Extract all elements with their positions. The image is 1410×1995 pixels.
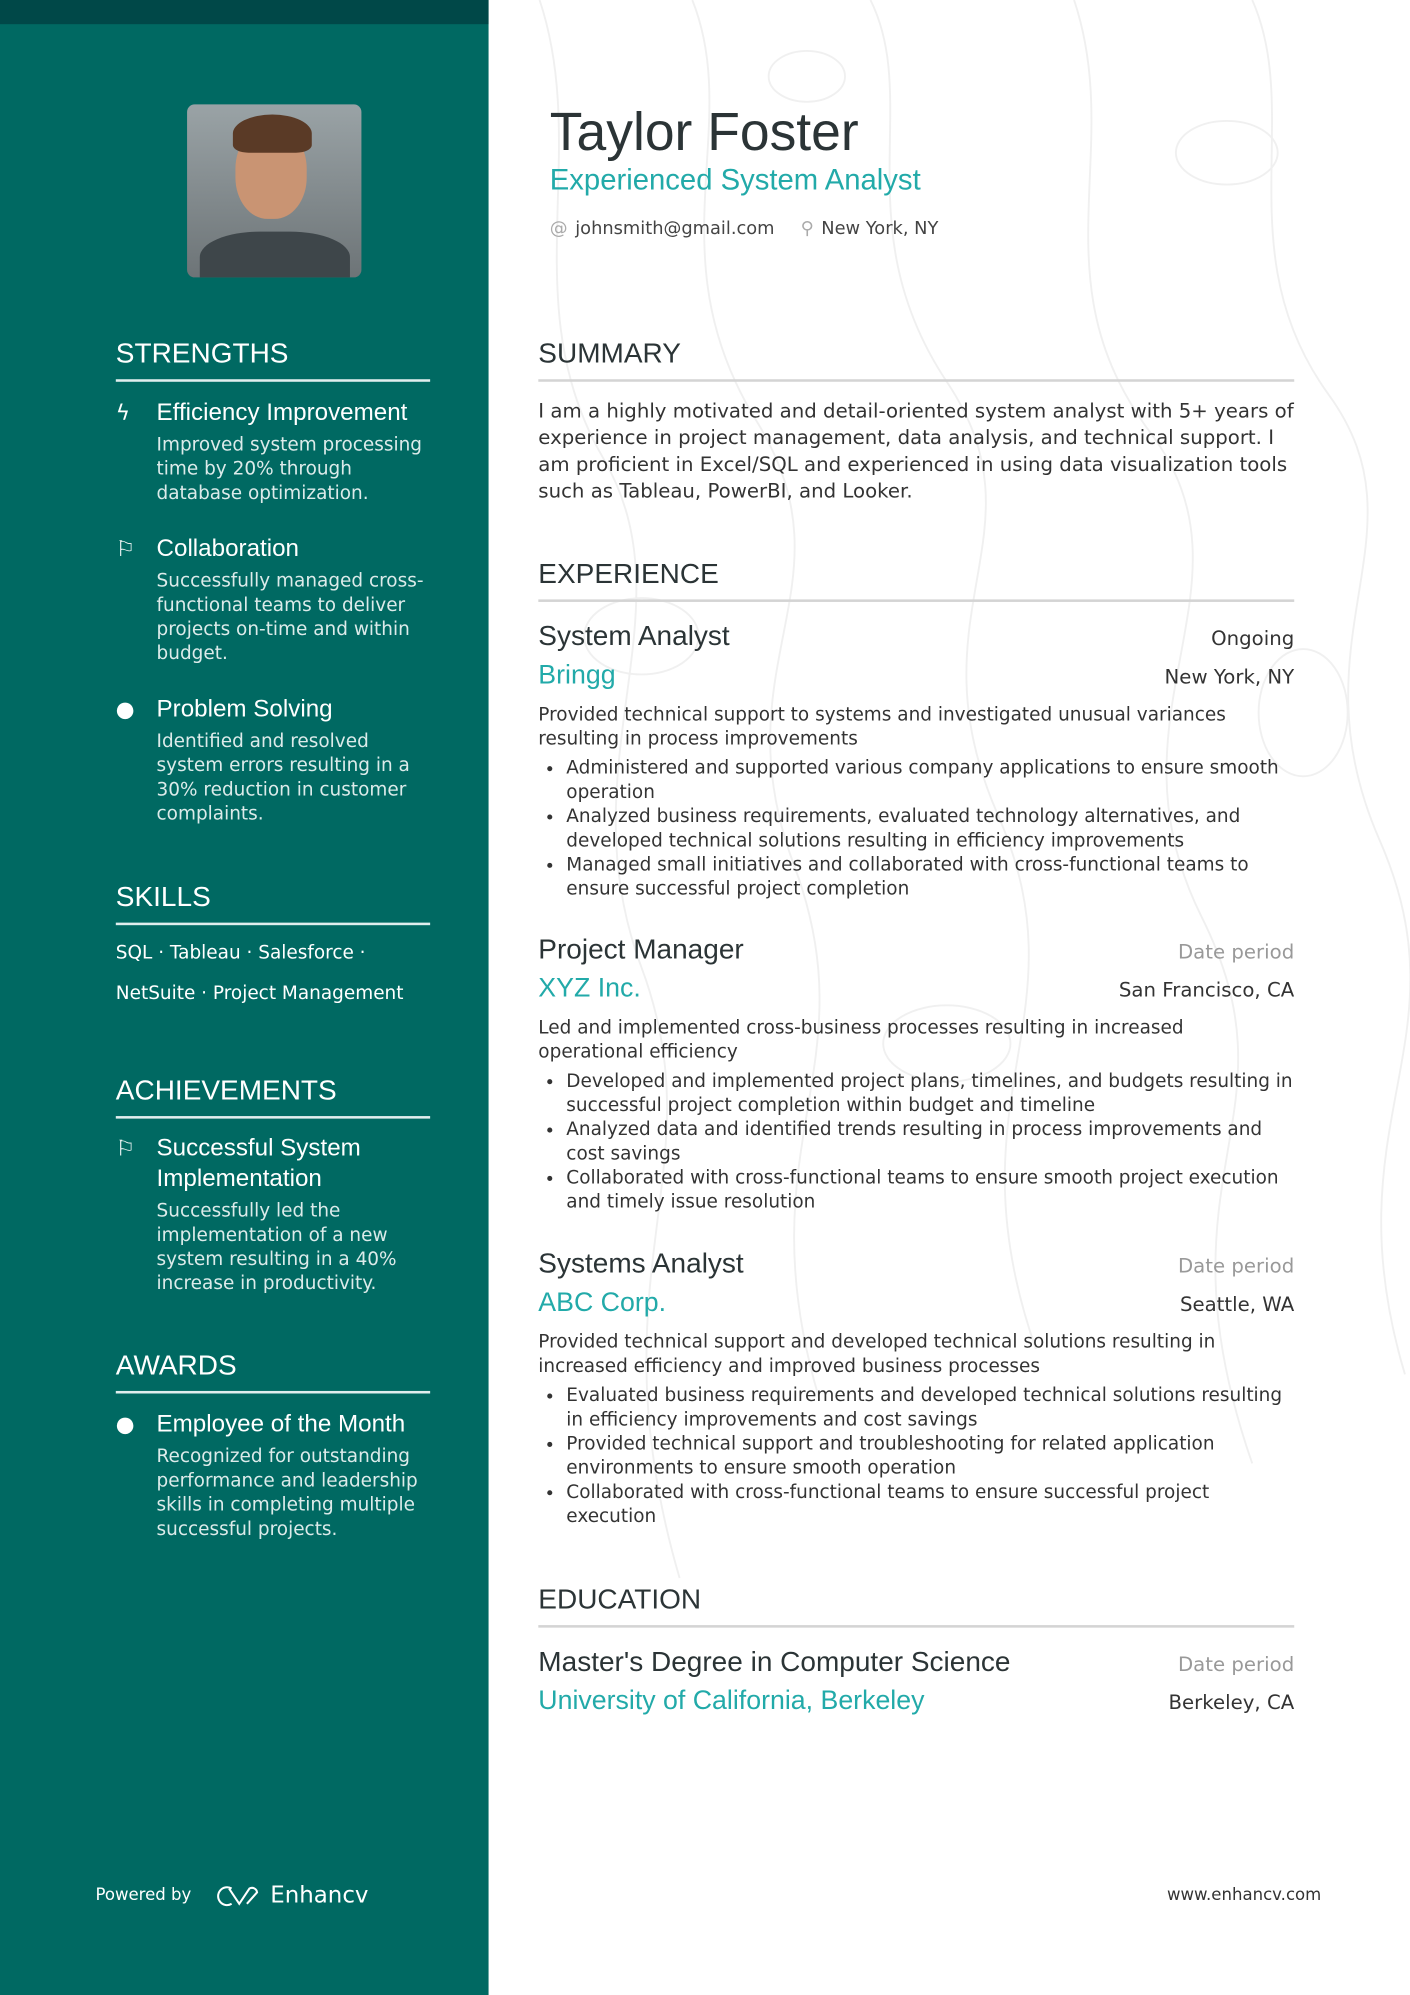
awards-heading: AWARDS xyxy=(116,1349,430,1394)
job-location: Seattle, WA xyxy=(1179,1292,1295,1316)
job-date: Date period xyxy=(1177,1254,1295,1278)
job-bullet: • Administered and supported various company applications to ensure smooth operation xyxy=(566,757,1294,805)
strength-desc: Improved system processing time by 20% through database optimization. xyxy=(156,435,423,504)
job-entry xyxy=(538,933,1294,1216)
job-bullet: • Managed small initiatives and collaborated with cross-functional teams to ensure successful project completion xyxy=(566,854,1294,902)
job-company: Bringg xyxy=(538,660,616,690)
job-entry xyxy=(538,620,1294,903)
degree: Master's Degree in Computer Science xyxy=(538,1645,1011,1678)
education-entry xyxy=(538,1645,1294,1716)
job-summary: Provided technical support to systems and investigated unusual variances resulting in process improvements xyxy=(538,705,1226,750)
flag-icon: ⚐ xyxy=(115,1136,136,1162)
brand-name: Enhancv xyxy=(270,1882,369,1909)
location: New York, NY xyxy=(821,218,939,240)
job-bullet: • Collaborated with cross-functional teams to ensure smooth project execution and timely issue resolution xyxy=(566,1167,1294,1215)
location-pin-icon: ⚲ xyxy=(800,218,814,240)
job-location: New York, NY xyxy=(1164,665,1295,689)
strength-item xyxy=(116,695,434,827)
job-bullet: • Analyzed data and identified trends resulting in process improvements and cost savings xyxy=(566,1119,1294,1167)
experience-heading: EXPERIENCE xyxy=(538,557,1294,602)
brain-icon: ● xyxy=(115,697,135,723)
achievement-title: Successful System Implementation xyxy=(156,1135,361,1193)
strength-item xyxy=(116,398,434,506)
achievements-heading: ACHIEVEMENTS xyxy=(116,1074,430,1119)
achievement-item xyxy=(116,1134,434,1297)
contact-info xyxy=(550,219,946,239)
summary-heading: SUMMARY xyxy=(538,337,1294,382)
strength-title: Collaboration xyxy=(156,535,300,563)
website-link[interactable]: www.enhancv.com xyxy=(1166,1885,1322,1906)
job-bullet: • Developed and implemented project plans, timelines, and budgets resulting in successful project completion within budget and timeline xyxy=(566,1070,1294,1118)
email[interactable]: johnsmith@gmail.com xyxy=(575,218,775,240)
at-icon: @ xyxy=(549,218,568,240)
award-title: Employee of the Month xyxy=(156,1411,406,1439)
job-company: ABC Corp. xyxy=(538,1287,667,1318)
candidate-name: Taylor Foster xyxy=(549,101,859,162)
school: University of California, Berkeley xyxy=(538,1686,925,1716)
sidebar xyxy=(0,0,489,1995)
powered-by xyxy=(95,1882,368,1909)
education-location: Berkeley, CA xyxy=(1168,1691,1295,1715)
job-bullet: • Collaborated with cross-functional teams to ensure successful project execution xyxy=(566,1481,1294,1529)
candidate-title: Experienced System Analyst xyxy=(549,162,921,196)
strength-item xyxy=(116,534,434,666)
strength-desc: Identified and resolved system errors resulting in a 30% reduction in customer complaints. xyxy=(156,731,410,825)
profile-photo xyxy=(187,104,361,277)
job-entry xyxy=(538,1247,1294,1530)
strength-title: Efficiency Improvement xyxy=(156,399,408,427)
lightning-icon: ϟ xyxy=(115,400,131,427)
job-bullet: • Provided technical support and troubleshooting for related application environments to ensure smooth operation xyxy=(566,1433,1294,1481)
flag-icon: ⚐ xyxy=(115,537,136,563)
summary-text: I am a highly motivated and detail-oriented system analyst with 5+ years of experience in project management, data analysis, and technical support. I am proficient in Excel/SQL and experienced in using data visualization tools such as Tableau, PowerBI, and Looker. xyxy=(538,399,1294,503)
skills-heading: SKILLS xyxy=(116,881,430,926)
skills-line: NetSuite · Project Management xyxy=(115,983,404,1005)
strengths-heading: STRENGTHS xyxy=(116,337,430,382)
award-desc: Recognized for outstanding performance and leadership skills in completing multiple successful projects. xyxy=(156,1446,418,1540)
job-date: Date period xyxy=(1177,940,1295,964)
education-date: Date period xyxy=(1177,1653,1295,1677)
brain-icon: ● xyxy=(115,1412,135,1439)
job-role: Systems Analyst xyxy=(538,1247,744,1279)
job-role: System Analyst xyxy=(538,619,730,652)
job-date: Ongoing xyxy=(1211,627,1295,651)
strength-desc: Successfully managed cross-functional teams to deliver projects on-time and within budget. xyxy=(156,571,424,665)
job-location: San Francisco, CA xyxy=(1118,978,1295,1002)
enhancv-logo-icon xyxy=(217,1884,263,1907)
job-company: XYZ Inc. xyxy=(538,973,641,1003)
top-band xyxy=(0,0,489,24)
skills-list xyxy=(116,933,434,1014)
strength-title: Problem Solving xyxy=(156,696,333,723)
job-bullet: • Evaluated business requirements and developed technical solutions resulting in efficiency improvements and cost savings xyxy=(566,1385,1294,1433)
award-item xyxy=(116,1410,434,1542)
job-summary: Led and implemented cross-business processes resulting in increased operational efficiency xyxy=(538,1018,1184,1063)
powered-by-label: Powered by xyxy=(95,1885,192,1906)
job-summary: Provided technical support and developed technical solutions resulting in increased efficiency and improved business processes xyxy=(538,1332,1216,1377)
enhancv-logo[interactable] xyxy=(217,1882,369,1909)
education-heading: EDUCATION xyxy=(538,1583,1294,1628)
skills-line: SQL · Tableau · Salesforce · xyxy=(115,942,366,964)
job-bullet: • Analyzed business requirements, evaluated technology alternatives, and developed technical solutions resulting in efficiency improvements xyxy=(566,806,1294,854)
job-role: Project Manager xyxy=(538,932,744,965)
achievement-desc: Successfully led the implementation of a new system resulting in a 40% increase in productivity. xyxy=(156,1201,397,1295)
